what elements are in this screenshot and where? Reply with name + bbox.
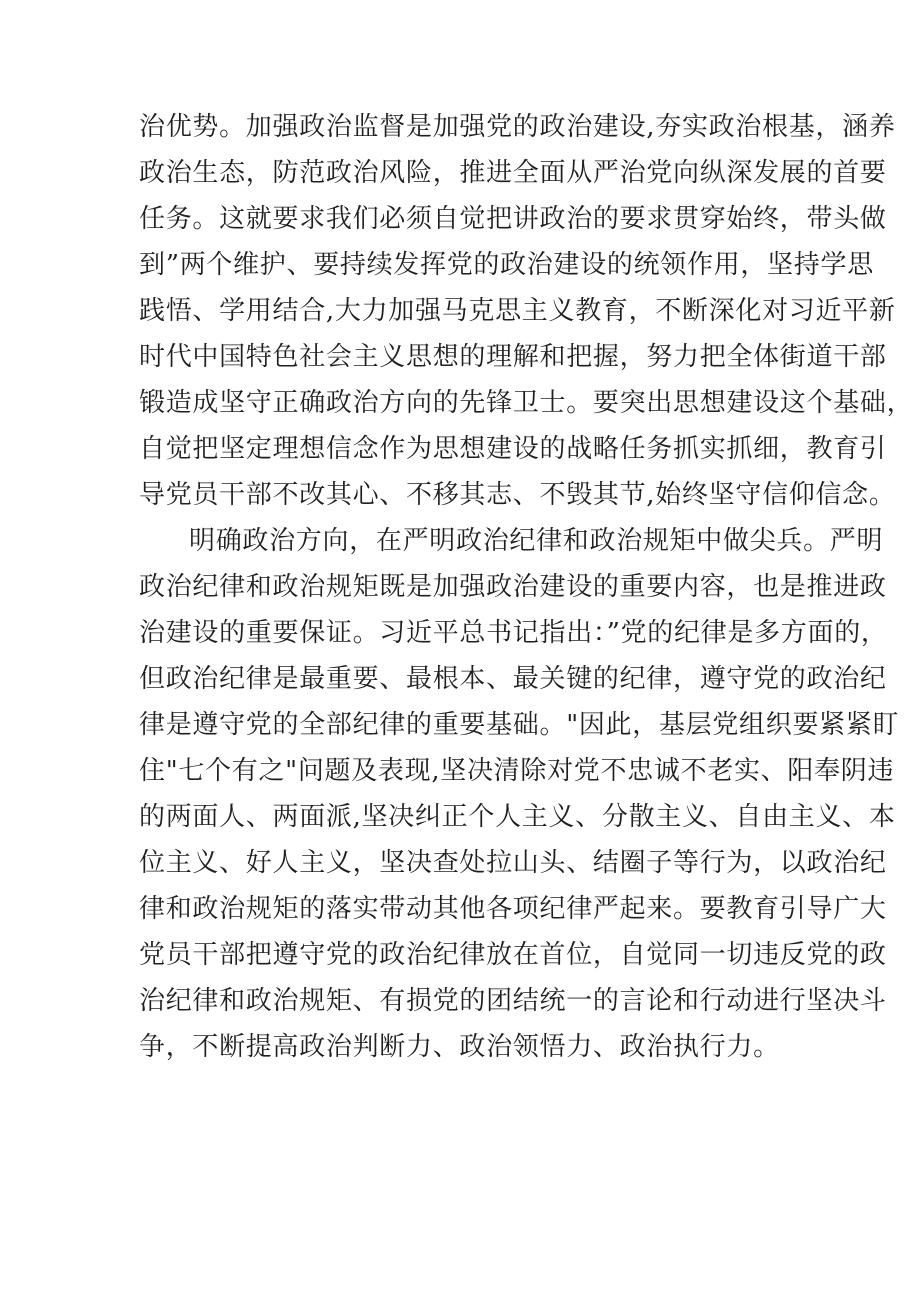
text-line: 位主义、好人主义，坚决查处拉山头、结圈子等行为，以政治纪 xyxy=(139,848,887,878)
text-line: 政治纪律和政治规矩既是加强政治建设的重要内容，也是推进政 xyxy=(139,572,887,602)
text-line: 党员干部把遵守党的政治纪律放在首位，自觉同一切违反党的政 xyxy=(139,940,887,970)
text-line: 时代中国特色社会主义思想的理解和把握，努力把全体街道干部 xyxy=(139,342,887,372)
text-line: 律是遵守党的全部纪律的重要基础。"因此，基层党组织要紧紧盯 xyxy=(139,710,900,740)
text-line: 自觉把坚定理想信念作为思想建设的战略任务抓实抓细，教育引 xyxy=(139,434,887,464)
text-line: 住"七个有之"问题及表现,坚决清除对党不忠诚不老实、阳奉阴违 xyxy=(139,756,895,786)
text-line: 律和政治规矩的落实带动其他各项纪律严起来。要教育引导广大 xyxy=(139,894,887,924)
text-line: 争，不断提高政治判断力、政治领悟力、政治执行力。 xyxy=(139,1032,780,1062)
text-line: 践悟、学用结合,大力加强马克思主义教育，不断深化对习近平新 xyxy=(139,296,896,326)
text-line: 但政治纪律是最重要、最根本、最关键的纪律，遵守党的政治纪 xyxy=(139,664,887,694)
text-line: 到”两个维护、要持续发挥党的政治建设的统领作用，坚持学思 xyxy=(139,250,874,280)
text-line: 锻造成坚守正确政治方向的先锋卫士。要突出思想建设这个基础， xyxy=(139,388,914,418)
text-line: 的两面人、两面派,坚决纠正个人主义、分散主义、自由主义、本 xyxy=(139,802,896,832)
text-line: 治建设的重要保证。习近平总书记指出：”党的纪律是多方面的， xyxy=(139,618,888,648)
text-line: 导党员干部不改其心、不移其志、不毁其节,始终坚守信仰信念。 xyxy=(139,480,896,510)
text-line: 任务。这就要求我们必须自觉把讲政治的要求贯穿始终，带头做 xyxy=(139,204,887,234)
text-line: 治优势。加强政治监督是加强党的政治建设,夯实政治根基，涵养 xyxy=(139,112,896,142)
text-line: 政治生态，防范政治风险，推进全面从严治党向纵深发展的首要 xyxy=(139,158,887,188)
text-line: 治纪律和政治规矩、有损党的团结统一的言论和行动进行坚决斗 xyxy=(139,986,887,1016)
paragraph-first-line: 明确政治方向，在严明政治纪律和政治规矩中做尖兵。严明 xyxy=(189,526,884,556)
